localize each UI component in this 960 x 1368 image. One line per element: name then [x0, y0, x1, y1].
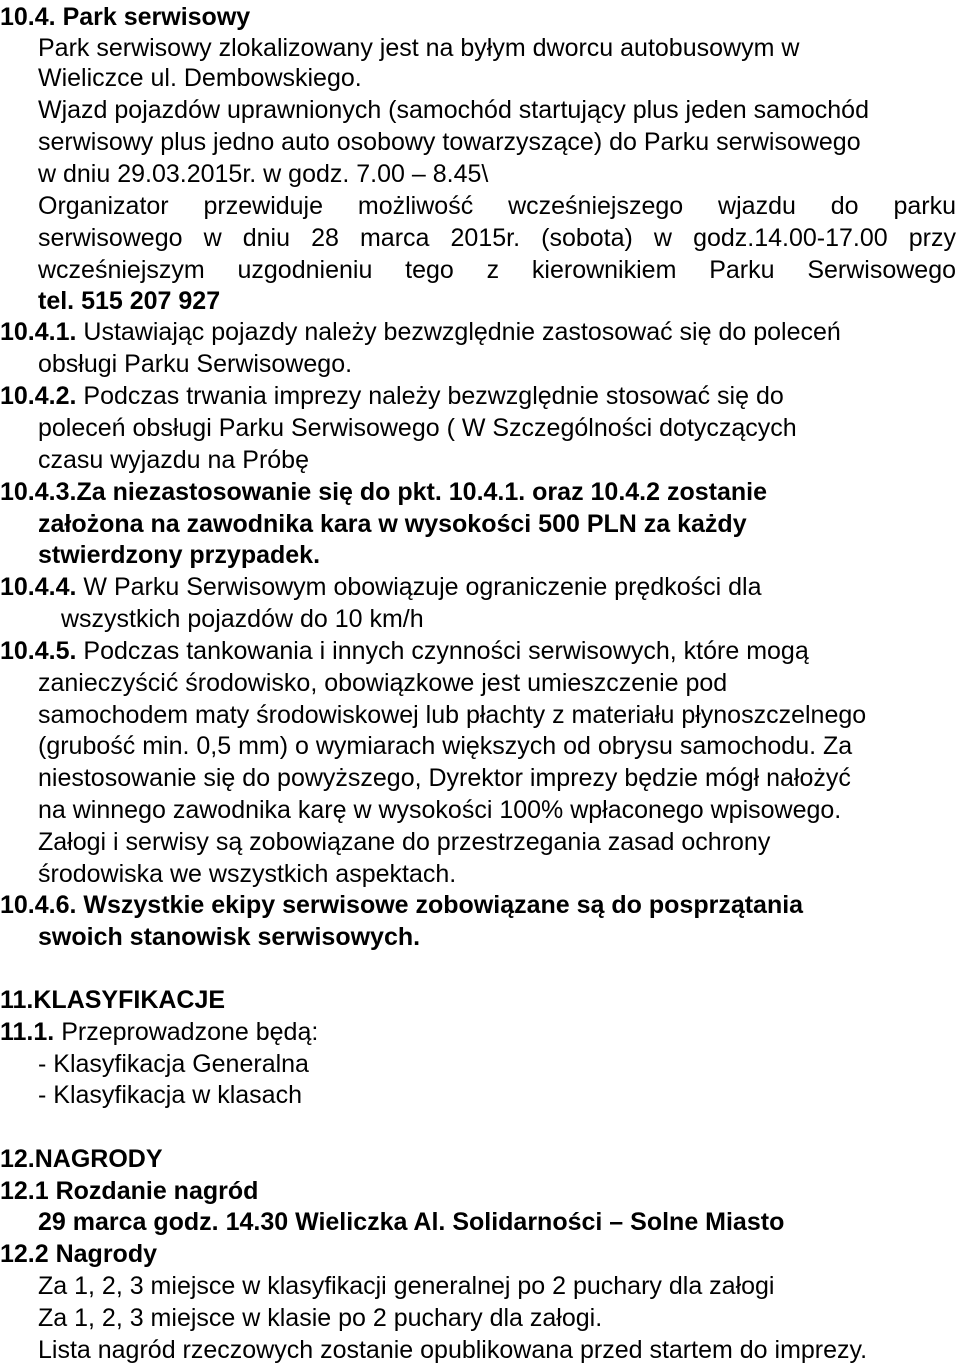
paragraph-line: serwisowy plus jedno auto osobowy towarzyszące) do Parku serwisowego [38, 128, 861, 156]
item-text: Przeprowadzone będą: [61, 1018, 319, 1046]
paragraph-line: wcześniejszym uzgodnieniu tego z kierownikiem Parku Serwisowego [38, 256, 956, 284]
item-text: poleceń obsługi Parku Serwisowego ( W Szczególności dotyczących [38, 414, 797, 442]
list-item: - Klasyfikacja w klasach [38, 1081, 302, 1109]
item-text: W Parku Serwisowym obowiązuje ograniczenie prędkości dla [83, 573, 762, 601]
item-text: Wszystkie ekipy serwisowe zobowiązane są do posprzątania [83, 891, 804, 919]
item-text: Ustawiając pojazdy należy bezwzględnie zastosować się do poleceń [83, 318, 841, 346]
item-text: obsługi Parku Serwisowego. [38, 350, 353, 378]
item-text: zanieczyścić środowisko, obowiązkowe jest umieszczenie pod [38, 669, 728, 697]
prize-line: Za 1, 2, 3 miejsce w klasie po 2 puchary dla załogi. [38, 1304, 603, 1332]
ceremony-details: 29 marca godz. 14.30 Wieliczka Al. Solidarności – Solne Miasto [38, 1208, 785, 1236]
item-number: 10.4.6. [0, 891, 77, 919]
item-10-4-1 [0, 317, 841, 347]
item-10-4-4 [0, 572, 761, 602]
list-item: - Klasyfikacja Generalna [38, 1050, 309, 1078]
paragraph-line: Wjazd pojazdów uprawnionych (samochód startujący plus jeden samochód [38, 96, 869, 124]
item-text: Za niezastosowanie się do pkt. 10.4.1. oraz 10.4.2 zostanie [76, 478, 767, 506]
item-10-4-6 [0, 890, 803, 920]
item-number: 10.4.2. [0, 382, 77, 410]
prize-line: Za 1, 2, 3 miejsce w klasyfikacji generalnej po 2 puchary dla załogi [38, 1272, 775, 1300]
item-10-4-5 [0, 636, 809, 666]
section-heading-12: 12.NAGRODY [0, 1145, 163, 1173]
item-number: 10.4.5. [0, 637, 77, 665]
item-text: założona na zawodnika kara w wysokości 500 PLN za każdy [38, 510, 747, 538]
item-text: Załogi i serwisy są zobowiązane do przestrzegania zasad ochrony [38, 828, 771, 856]
section-heading-11: 11.KLASYFIKACJE [0, 986, 226, 1014]
item-text: stwierdzony przypadek. [38, 541, 321, 569]
item-text: środowiska we wszystkich aspektach. [38, 860, 457, 888]
section-heading-10-4: 10.4. Park serwisowy [0, 3, 251, 31]
item-number: 10.4.1. [0, 318, 77, 346]
item-text: na winnego zawodnika karę w wysokości 100% wpłaconego wpisowego. [38, 796, 842, 824]
item-number: 10.4.3. [0, 478, 77, 506]
phone-number: tel. 515 207 927 [38, 287, 221, 315]
paragraph-line: Wieliczce ul. Dembowskiego. [38, 64, 362, 92]
paragraph-line: w dniu 29.03.2015r. w godz. 7.00 – 8.45\ [38, 160, 489, 188]
subsection-11-1 [0, 1017, 318, 1047]
item-10-4-3 [0, 477, 767, 507]
paragraph-line: Park serwisowy zlokalizowany jest na byłym dworcu autobusowym w [38, 34, 800, 62]
paragraph-line: Organizator przewiduje możliwość wcześniejszego wjazdu do parku [38, 192, 956, 220]
item-text: niestosowanie się do powyższego, Dyrektor imprezy będzie mógł nałożyć [38, 764, 851, 792]
item-text: wszystkich pojazdów do 10 km/h [61, 605, 424, 633]
item-text: samochodem maty środowiskowej lub płachty z materiału płynoszczelnego [38, 701, 867, 729]
item-text: Podczas tankowania i innych czynności serwisowych, które mogą [83, 637, 809, 665]
item-text: swoich stanowisk serwisowych. [38, 923, 421, 951]
paragraph-line: serwisowego w dniu 28 marca 2015r. (sobota) w godz.14.00-17.00 przy [38, 224, 956, 252]
prize-line: Lista nagród rzeczowych zostanie opublikowana przed startem do imprezy. [38, 1336, 868, 1364]
item-10-4-2 [0, 381, 784, 411]
item-number: 10.4.4. [0, 573, 77, 601]
item-text: czasu wyjazdu na Próbę [38, 446, 309, 474]
item-number: 11.1. [0, 1018, 55, 1046]
item-text: Podczas trwania imprezy należy bezwzględnie stosować się do [83, 382, 784, 410]
subsection-heading-12-2: 12.2 Nagrody [0, 1240, 158, 1268]
subsection-heading-12-1: 12.1 Rozdanie nagród [0, 1177, 259, 1205]
item-text: (grubość min. 0,5 mm) o wymiarach większych od obrysu samochodu. Za [38, 732, 853, 760]
